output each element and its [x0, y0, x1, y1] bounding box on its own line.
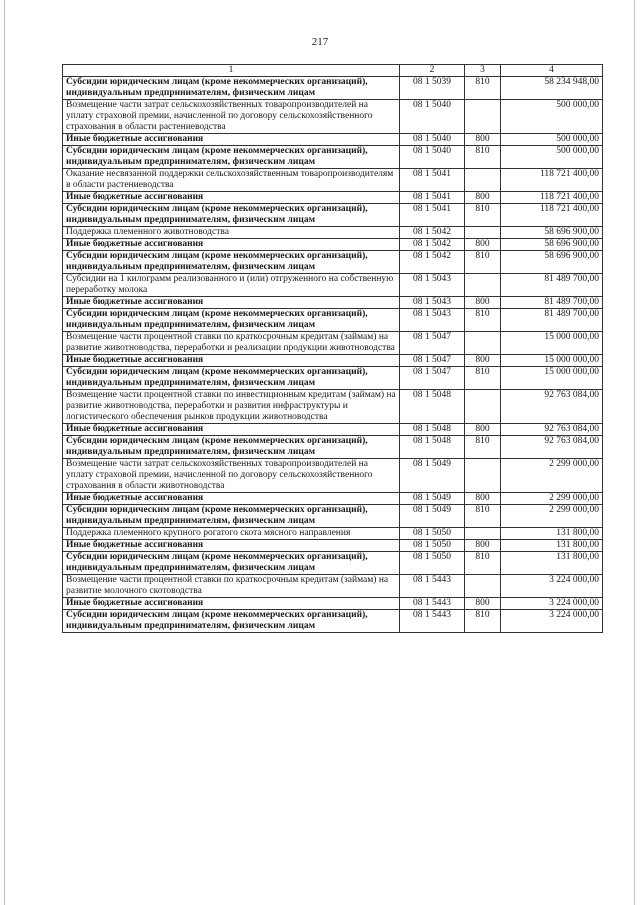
cell-target-code: 08 1 5050: [400, 552, 465, 575]
cell-amount: 500 000,00: [501, 100, 603, 134]
table-row: [63, 274, 603, 297]
table-row: [63, 192, 603, 204]
cell-description: Возмещение части затрат сельскохозяйственных товаропроизводителей на уплату страховой премии, начисленной по договору сельскохозяйственного страхования в области животноводства: [63, 459, 400, 493]
cell-target-code: 08 1 5443: [400, 598, 465, 610]
cell-expense-type: 800: [465, 598, 501, 610]
table-row: [63, 251, 603, 274]
cell-expense-type: 800: [465, 134, 501, 146]
cell-description: Возмещение части процентной ставки по краткосрочным кредитам (займам) на развитие животноводства, переработки и реализации продукции животноводства: [63, 332, 400, 355]
cell-target-code: 08 1 5049: [400, 493, 465, 505]
cell-target-code: 08 1 5047: [400, 332, 465, 355]
cell-amount: 3 224 000,00: [501, 575, 603, 598]
cell-expense-type: 810: [465, 251, 501, 274]
cell-amount: 118 721 400,00: [501, 192, 603, 204]
cell-description: Оказание несвязанной поддержки сельскохозяйственным товаропроизводителям в области растениеводства: [63, 169, 400, 192]
column-header-type: 3: [465, 65, 501, 77]
cell-expense-type: [465, 528, 501, 540]
cell-description: Иные бюджетные ассигнования: [63, 355, 400, 367]
table-row: [63, 100, 603, 134]
cell-description: Субсидии юридическим лицам (кроме некоммерческих организаций), индивидуальным предпринимателям, физическим лицам: [63, 204, 400, 227]
table-row: [63, 598, 603, 610]
cell-expense-type: [465, 332, 501, 355]
cell-amount: 92 763 084,00: [501, 390, 603, 424]
cell-amount: 81 489 700,00: [501, 309, 603, 332]
cell-description: Субсидии юридическим лицам (кроме некоммерческих организаций), индивидуальным предпринимателям, физическим лицам: [63, 436, 400, 459]
right-margin-line: [634, 0, 635, 905]
cell-description: Субсидии на 1 килограмм реализованного и (или) отгруженного на собственную переработку молока: [63, 274, 400, 297]
table-row: [63, 493, 603, 505]
left-margin-line: [4, 0, 5, 905]
cell-expense-type: 800: [465, 355, 501, 367]
cell-target-code: 08 1 5048: [400, 424, 465, 436]
table-row: [63, 309, 603, 332]
cell-target-code: 08 1 5443: [400, 575, 465, 598]
cell-target-code: 08 1 5048: [400, 390, 465, 424]
cell-expense-type: [465, 227, 501, 239]
cell-amount: 3 224 000,00: [501, 610, 603, 633]
page-number: 217: [311, 36, 329, 48]
cell-expense-type: [465, 100, 501, 134]
cell-description: Иные бюджетные ассигнования: [63, 297, 400, 309]
table-row: [63, 552, 603, 575]
cell-amount: 2 299 000,00: [501, 459, 603, 493]
cell-target-code: 08 1 5043: [400, 309, 465, 332]
table-row: [63, 204, 603, 227]
table-row: [63, 367, 603, 390]
cell-description: Субсидии юридическим лицам (кроме некоммерческих организаций), индивидуальным предпринимателям, физическим лицам: [63, 505, 400, 528]
cell-expense-type: 810: [465, 610, 501, 633]
cell-amount: 118 721 400,00: [501, 204, 603, 227]
cell-amount: 131 800,00: [501, 552, 603, 575]
cell-target-code: 08 1 5041: [400, 204, 465, 227]
cell-target-code: 08 1 5443: [400, 610, 465, 633]
column-header-amount: 4: [501, 65, 603, 77]
cell-target-code: 08 1 5043: [400, 274, 465, 297]
table-header-row: [63, 65, 603, 77]
table-row: [63, 505, 603, 528]
cell-expense-type: 800: [465, 424, 501, 436]
table-row: [63, 227, 603, 239]
cell-description: Иные бюджетные ассигнования: [63, 540, 400, 552]
cell-description: Субсидии юридическим лицам (кроме некоммерческих организаций), индивидуальным предпринимателям, физическим лицам: [63, 610, 400, 633]
cell-target-code: 08 1 5041: [400, 169, 465, 192]
cell-expense-type: 800: [465, 239, 501, 251]
cell-amount: 500 000,00: [501, 134, 603, 146]
cell-description: Субсидии юридическим лицам (кроме некоммерческих организаций), индивидуальным предпринимателям, физическим лицам: [63, 146, 400, 169]
cell-target-code: 08 1 5042: [400, 251, 465, 274]
cell-target-code: 08 1 5040: [400, 100, 465, 134]
table-row: [63, 436, 603, 459]
table-row: [63, 77, 603, 100]
cell-expense-type: 810: [465, 505, 501, 528]
cell-amount: 58 234 948,00: [501, 77, 603, 100]
cell-expense-type: [465, 575, 501, 598]
cell-target-code: 08 1 5047: [400, 355, 465, 367]
cell-expense-type: 810: [465, 309, 501, 332]
cell-expense-type: 810: [465, 436, 501, 459]
cell-description: Субсидии юридическим лицам (кроме некоммерческих организаций), индивидуальным предпринимателям, физическим лицам: [63, 251, 400, 274]
cell-expense-type: [465, 459, 501, 493]
cell-amount: 15 000 000,00: [501, 332, 603, 355]
table-row: [63, 355, 603, 367]
cell-description: Субсидии юридическим лицам (кроме некоммерческих организаций), индивидуальным предпринимателям, физическим лицам: [63, 77, 400, 100]
table-row: [63, 540, 603, 552]
table-row: [63, 146, 603, 169]
cell-expense-type: [465, 169, 501, 192]
cell-amount: 3 224 000,00: [501, 598, 603, 610]
table-row: [63, 528, 603, 540]
cell-expense-type: 810: [465, 367, 501, 390]
cell-target-code: 08 1 5043: [400, 297, 465, 309]
cell-amount: 58 696 900,00: [501, 239, 603, 251]
cell-target-code: 08 1 5049: [400, 459, 465, 493]
cell-amount: 81 489 700,00: [501, 297, 603, 309]
cell-amount: 58 696 900,00: [501, 251, 603, 274]
column-header-code: 2: [400, 65, 465, 77]
cell-target-code: 08 1 5042: [400, 239, 465, 251]
table-body: [63, 77, 603, 633]
cell-description: Иные бюджетные ассигнования: [63, 239, 400, 251]
cell-amount: 500 000,00: [501, 146, 603, 169]
cell-target-code: 08 1 5042: [400, 227, 465, 239]
table-row: [63, 332, 603, 355]
cell-target-code: 08 1 5047: [400, 367, 465, 390]
cell-expense-type: 800: [465, 297, 501, 309]
cell-amount: 15 000 000,00: [501, 355, 603, 367]
cell-target-code: 08 1 5040: [400, 134, 465, 146]
cell-amount: 2 299 000,00: [501, 505, 603, 528]
cell-amount: 131 800,00: [501, 540, 603, 552]
cell-target-code: 08 1 5039: [400, 77, 465, 100]
cell-description: Поддержка племенного крупного рогатого скота мясного направления: [63, 528, 400, 540]
cell-amount: 92 763 084,00: [501, 424, 603, 436]
cell-description: Возмещение части процентной ставки по инвестиционным кредитам (займам) на развитие животноводства, переработки и развития инфраструктуры и логистического обеспечения рынков продукции животноводства: [63, 390, 400, 424]
cell-amount: 58 696 900,00: [501, 227, 603, 239]
cell-expense-type: 800: [465, 493, 501, 505]
cell-amount: 2 299 000,00: [501, 493, 603, 505]
table-row: [63, 424, 603, 436]
cell-description: Иные бюджетные ассигнования: [63, 134, 400, 146]
table-row: [63, 390, 603, 424]
cell-amount: 15 000 000,00: [501, 367, 603, 390]
cell-target-code: 08 1 5040: [400, 146, 465, 169]
table-row: [63, 575, 603, 598]
cell-description: Возмещение части затрат сельскохозяйственных товаропроизводителей на уплату страховой премии, начисленной по договору сельскохозяйственного страхования в области растениеводства: [63, 100, 400, 134]
cell-description: Иные бюджетные ассигнования: [63, 598, 400, 610]
cell-amount: 118 721 400,00: [501, 169, 603, 192]
cell-expense-type: [465, 274, 501, 297]
cell-expense-type: [465, 390, 501, 424]
cell-expense-type: 810: [465, 146, 501, 169]
cell-target-code: 08 1 5050: [400, 540, 465, 552]
cell-target-code: 08 1 5050: [400, 528, 465, 540]
cell-expense-type: 810: [465, 77, 501, 100]
table-row: [63, 610, 603, 633]
table-row: [63, 297, 603, 309]
cell-description: Возмещение части процентной ставки по краткосрочным кредитам (займам) на развитие молочного скотоводства: [63, 575, 400, 598]
cell-amount: 92 763 084,00: [501, 436, 603, 459]
cell-expense-type: 810: [465, 552, 501, 575]
cell-expense-type: 810: [465, 204, 501, 227]
column-header-name: 1: [63, 65, 400, 77]
budget-table: [62, 64, 603, 633]
cell-description: Иные бюджетные ассигнования: [63, 192, 400, 204]
table-row: [63, 169, 603, 192]
cell-description: Субсидии юридическим лицам (кроме некоммерческих организаций), индивидуальным предпринимателям, физическим лицам: [63, 367, 400, 390]
cell-target-code: 08 1 5048: [400, 436, 465, 459]
cell-description: Иные бюджетные ассигнования: [63, 424, 400, 436]
cell-expense-type: 800: [465, 540, 501, 552]
table-row: [63, 459, 603, 493]
cell-target-code: 08 1 5041: [400, 192, 465, 204]
cell-description: Иные бюджетные ассигнования: [63, 493, 400, 505]
cell-expense-type: 800: [465, 192, 501, 204]
cell-description: Субсидии юридическим лицам (кроме некоммерческих организаций), индивидуальным предпринимателям, физическим лицам: [63, 552, 400, 575]
table-row: [63, 239, 603, 251]
cell-amount: 81 489 700,00: [501, 274, 603, 297]
cell-amount: 131 800,00: [501, 528, 603, 540]
cell-description: Субсидии юридическим лицам (кроме некоммерческих организаций), индивидуальным предпринимателям, физическим лицам: [63, 309, 400, 332]
cell-target-code: 08 1 5049: [400, 505, 465, 528]
table-row: [63, 134, 603, 146]
cell-description: Поддержка племенного животноводства: [63, 227, 400, 239]
